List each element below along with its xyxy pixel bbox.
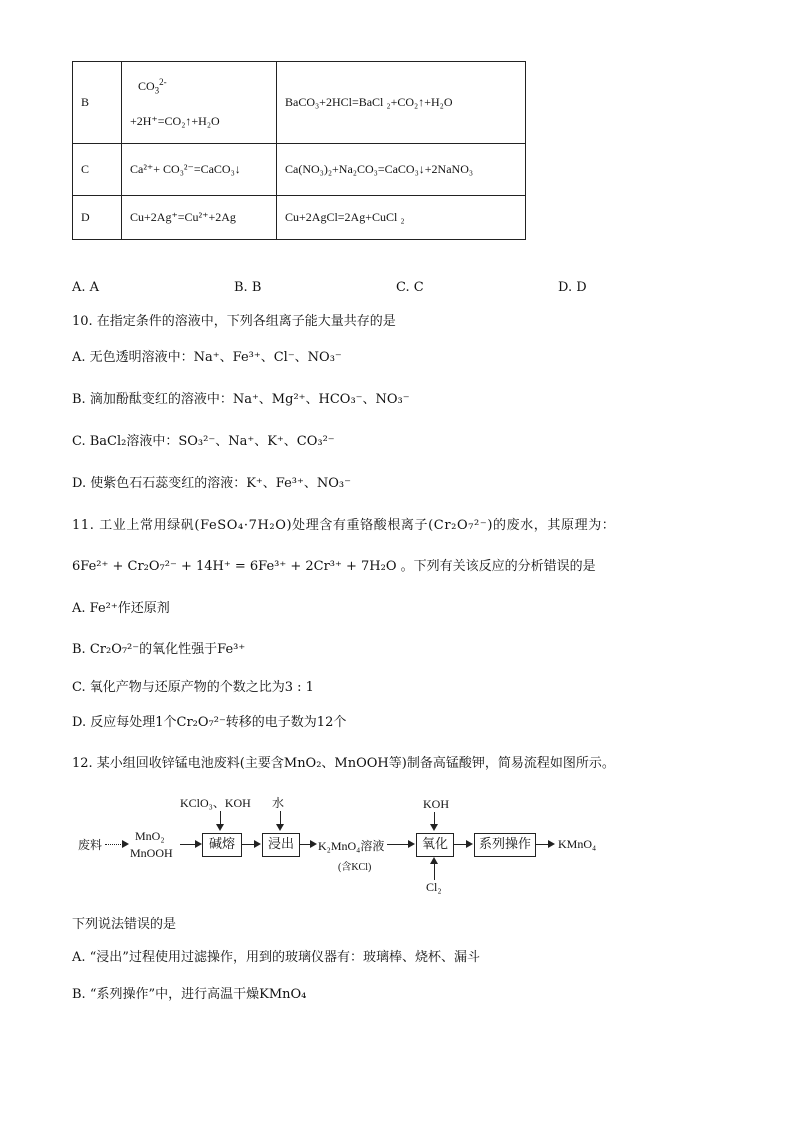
- ionic-equation: Ca²⁺+ CO₃²⁻=CaCO₃↓: [122, 144, 277, 196]
- row-label: D: [73, 196, 122, 240]
- arrow-down-icon: [216, 824, 224, 831]
- reagent-4: Cl₂: [426, 880, 442, 894]
- reagent-1-line: [220, 811, 221, 825]
- arrow-head-icon: [254, 840, 261, 848]
- reagent-4-line: [434, 864, 435, 880]
- row-label: C: [73, 144, 122, 196]
- table-row: [73, 196, 526, 240]
- chemical-equation: Ca(NO₃)₂+Na₂CO₃=CaCO₃↓+2NaNO₃: [277, 144, 526, 196]
- reagent-2-line: [280, 811, 281, 825]
- arrow-down-icon: [276, 824, 284, 831]
- arrow-head-icon: [408, 840, 415, 848]
- question-12-stem: 12. 某小组回收锌锰电池废料(主要含MnO₂、MnOOH等)制备高锰酸钾，简易流程如图所示。: [72, 756, 615, 771]
- table-row: [73, 62, 526, 144]
- intermediate-note: (含KCl): [338, 862, 372, 873]
- raw-material-1: MnO₂: [135, 829, 165, 843]
- question-10-option-d: D. 使紫色石石蕊变红的溶液：K⁺、Fe³⁺、NO₃⁻: [72, 476, 351, 491]
- question-11-option-a: A. Fe²⁺作还原剂: [72, 601, 170, 616]
- flow-start-label: 废料: [78, 838, 103, 852]
- arrow-head-icon: [310, 840, 317, 848]
- question-10-option-b: B. 滴加酚酞变红的溶液中：Na⁺、Mg²⁺、HCO₃⁻、NO₃⁻: [72, 392, 410, 407]
- ionic-equation: $CO_3^{2-}$ +2H⁺=CO₂↑+H₂O: [122, 62, 277, 144]
- question-11-option-d: D. 反应每处理1个Cr₂O₇²⁻转移的电子数为12个: [72, 715, 347, 730]
- row-label: B: [73, 62, 122, 144]
- arrow-head-icon: [122, 840, 129, 848]
- reagent-1: KClO₃、KOH: [180, 796, 251, 810]
- question-10-stem: 10. 在指定条件的溶液中，下列各组离子能大量共存的是: [72, 314, 396, 329]
- question-10-option-a: A. 无色透明溶液中：Na⁺、Fe³⁺、Cl⁻、NO₃⁻: [72, 350, 342, 365]
- intermediate-product: K₂MnO₄溶液: [318, 839, 385, 853]
- choice-c: C. C: [396, 280, 424, 295]
- choice-b: B. B: [234, 280, 262, 295]
- raw-material-2: MnOOH: [130, 846, 173, 860]
- arrow-up-icon: [430, 857, 438, 864]
- question-12-option-a: A. “浸出”过程使用过滤操作，用到的玻璃仪器有：玻璃棒、烧杯、漏斗: [72, 950, 480, 965]
- step-alkali-fusion: 碱熔: [202, 833, 242, 857]
- flow-arrow-4: [387, 844, 409, 845]
- arrow-down-icon: [430, 824, 438, 831]
- step-leaching: 浸出: [262, 833, 300, 857]
- arrow-head-icon: [195, 840, 202, 848]
- flow-arrow-5: [453, 844, 467, 845]
- chemical-equation: Cu+2AgCl=2Ag+CuCl ₂: [277, 196, 526, 240]
- question-11-equation: 6Fe²⁺ + Cr₂O₇²⁻ + 14H⁺ = 6Fe³⁺ + 2Cr³⁺ + 7H₂O 。下列有关该反应的分析错误的是: [72, 559, 596, 574]
- ionic-equation-line: +2H⁺=CO₂↑+H₂O: [130, 114, 220, 128]
- flow-arrow-6: [535, 844, 549, 845]
- equation-table: [72, 61, 526, 240]
- reagent-2: 水: [272, 796, 285, 810]
- choice-a: A. A: [72, 280, 100, 295]
- arrow-head-icon: [548, 840, 555, 848]
- reagent-3: KOH: [423, 797, 449, 811]
- final-product: KMnO₄: [558, 837, 597, 851]
- step-oxidation: 氧化: [416, 833, 454, 857]
- chemical-equation: BaCO₃+2HCl=BaCl ₂+CO₂↑+H₂O: [277, 62, 526, 144]
- question-12-prompt: 下列说法错误的是: [72, 917, 177, 932]
- question-12-option-b: B. “系列操作”中，进行高温干燥KMnO₄: [72, 987, 307, 1002]
- flow-arrow-1: [180, 844, 196, 845]
- step-series-operations: 系列操作: [474, 833, 536, 857]
- table-row: [73, 144, 526, 196]
- question-11-stem: 11. 工业上常用绿矾(FeSO₄·7H₂O)处理含有重铬酸根离子(Cr₂O₇²⁻)的废水，其原理为：: [72, 518, 616, 533]
- arrow-head-icon: [466, 840, 473, 848]
- flow-arrow-2: [241, 844, 255, 845]
- question-11-option-c: C. 氧化产物与还原产物的个数之比为3 : 1: [72, 680, 314, 695]
- choice-d: D. D: [558, 280, 587, 295]
- question-10-option-c: C. BaCl₂溶液中：SO₃²⁻、Na⁺、K⁺、CO₃²⁻: [72, 434, 335, 449]
- question-11-option-b: B. Cr₂O₇²⁻的氧化性强于Fe³⁺: [72, 642, 246, 657]
- ionic-equation: Cu+2Ag⁺=Cu²⁺+2Ag: [122, 196, 277, 240]
